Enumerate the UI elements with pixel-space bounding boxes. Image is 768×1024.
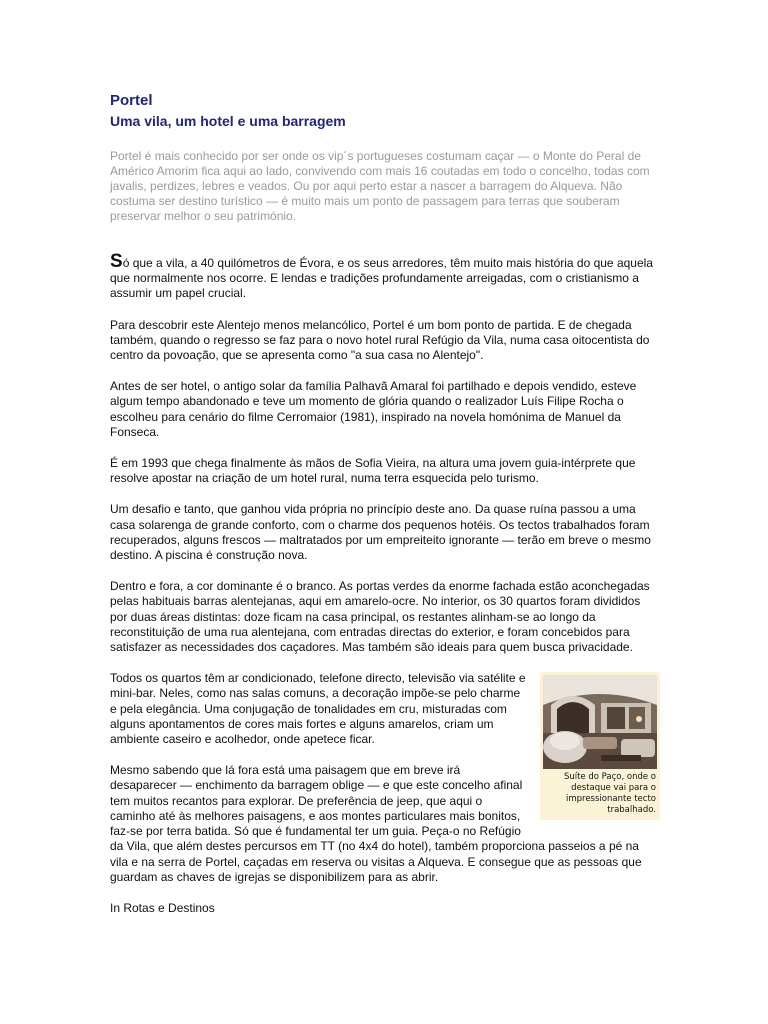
article-title: Portel xyxy=(110,92,153,109)
article-subtitle: Uma vila, um hotel e uma barragem xyxy=(110,113,346,129)
paragraph-1 xyxy=(110,251,660,302)
paragraph-8: Mesmo sabendo que lá fora está uma paisagem que em breve irá desaparecer — enchimento da barragem oblige — e que este concelho afinal tem muitos recantos para explorar. De preferência de jeep, que aqui o caminho até às melhores paisagens, e aos montes particulares mais bonitos, faz-se por terra batida. Só que é fundamental ter um guia. Peça-o no Refúgio da Vila, que além destes percursos em TT (no 4x4 do hotel), também proporciona passeios a pé na vila e na serra de Portel, caçadas em reserva ou visitas a Alqueva. E consegue que as pessoas que guardam as chaves de igrejas se disponibilizem para as abrir. xyxy=(110,763,642,884)
paragraph-2: Para descobrir este Alentejo menos melancólico, Portel é um bom ponto de partida. E de chegada também, quando o regresso se faz para o novo hotel rural Refúgio da Vila, numa casa oitocentista do centro da povoação, que se apresenta como "a sua casa no Alentejo". xyxy=(110,317,650,363)
article-lead: Portel é mais conhecido por ser onde os vip´s portugueses costumam caçar — o Monte do Peral de Américo Amorim fica aqui ao lado, convivendo com mais 16 coutadas em todo o concelho, todas com javalis, perdizes, lebres e veados. Ou por aqui perto estar a nascer a barragem do Alqueva. Não costuma ser destino turístico — é muito mais um ponto de passagem para terras que souberam preservar melhor o seu património. xyxy=(110,149,650,223)
paragraph-3: Antes de ser hotel, o antigo solar da família Palhavã Amaral foi partilhado e depois vendido, esteve algum tempo abandonado e teve um momento de glória quando o realizador Luís Filipe Rocha o escolheu para cenário do filme Cerromaior (1981), inspirado na novela homónima de Manuel da Fonseca. xyxy=(110,379,637,439)
paragraph-7: Todos os quartos têm ar condicionado, telefone directo, televisão via satélite e mini-bar. Neles, como nas salas comuns, a decoração impõe-se pelo charme e pela elegância. Uma conjugação de tonalidades em cru, misturadas com alguns apontamentos de cores mais fortes e alguns amarelos, criam um ambiente caseiro e acolhedor, onde apetece ficar. xyxy=(110,671,526,747)
drop-cap: S xyxy=(110,251,123,272)
article-source: In Rotas e Destinos xyxy=(110,900,215,915)
article xyxy=(110,92,660,915)
suite-photo xyxy=(543,675,657,769)
paragraph-4: É em 1993 que chega finalmente às mãos de Sofia Vieira, na altura uma jovem guia-intérprete que resolve apostar na criação de um hotel rural, numa terra esquecida pelo turismo. xyxy=(110,456,636,486)
paragraph-1-text: ó que a vila, a 40 quilómetros de Évora, e os seus arredores, têm muito mais história do que aquela que normalmente nos ocorre. E lendas e tradições profundamente arreigadas, com o cristianismo a assumir um papel crucial. xyxy=(110,256,653,301)
photo-figure xyxy=(540,672,660,820)
photo-caption: Suíte do Paço, onde o destaque vai para o impressionante tecto trabalhado. xyxy=(563,772,656,816)
paragraph-5: Um desafio e tanto, que ganhou vida própria no princípio deste ano. Da quase ruína passou a uma casa solarenga de grande conforto, com o charme dos pequenos hotéis. Os tectos trabalhados foram recuperados, alguns frescos — maltratados por um empreiteito ignorante — terão em breve o mesmo destino. A piscina é construção nova. xyxy=(110,502,651,563)
paragraph-6: Dentro e fora, a cor dominante é o branco. As portas verdes da enorme fachada estão aconchegadas pelas habituais barras alentejanas, aqui em amarelo-ocre. No interior, os 30 quartos foram divididos por duas áreas distintas: doze ficam na casa principal, os restantes alinham-se ao longo da reconstituição de uma rua alentejana, com entradas directas do exterior, e foram concebidos para satisfazer as necessidades dos caçadores. Mas também são ideais para quem busca privacidade. xyxy=(110,579,650,655)
